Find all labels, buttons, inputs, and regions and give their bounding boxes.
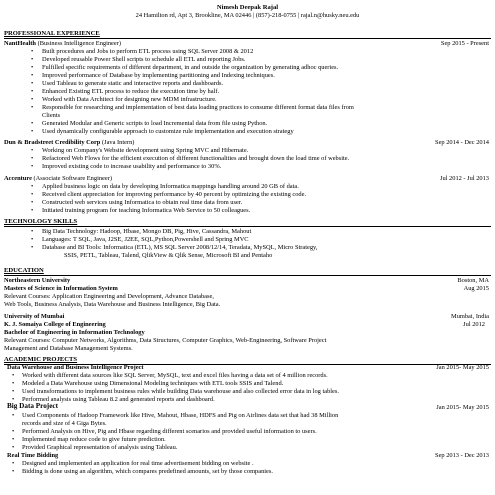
project-bullet-continuation: records and size of 4 Giga Bytes.	[22, 420, 107, 427]
section-divider	[4, 226, 491, 227]
job-bullet: • Generated Modular and Generic scripts to load Incremental data from file using Python.	[42, 120, 267, 127]
job-bullet: • Improved performance of Database by implementing partitioning and Indexing techniques.	[42, 72, 275, 79]
section-divider	[4, 275, 491, 276]
job-title: (Business Intelligence Engineer)	[37, 40, 121, 47]
job-header	[4, 40, 121, 47]
project-bullet: • Bidding is done using an algorithm, which compares predefined amounts, set by those companies.	[22, 468, 273, 475]
candidate-name: Nimesh Deepak Rajal	[216, 4, 279, 11]
job-bullet-continuation: Clients	[42, 112, 61, 119]
job-bullet: • Worked with Data Architect for designing new MDM infrastructure.	[42, 96, 217, 103]
project-title: Big Data Project	[7, 402, 58, 410]
job-bullet: • Constructed web services using Informatica to obtain real time data from user.	[42, 199, 242, 206]
project-bullet: • Used Components of Hadoop Framework like Hive, Mahout, Hbase, HDFS and Pig on Airlines data set that had 38 Million	[22, 412, 338, 419]
job-bullet: • Used dynamically configurable approach to customize rule implementation and execution strategy	[42, 128, 294, 135]
skill-line: • Database and BI Tools: Informatica (ETL), MS SQL Server 2008/12/14, Teradata, MySQL, Micro Strategy,	[42, 244, 317, 251]
job-dates: Jul 2012 - Jul 2013	[440, 175, 489, 182]
skill-line-continuation: SSIS, PETL, Tableau, Talend, QlikView & Qlik Sense, Microsoft BI and Pentaho	[64, 252, 273, 259]
job-dates: Sep 2014 - Dec 2014	[435, 139, 489, 146]
job-bullet: • Initiated training program for teaching Informatica Web Service to 50 colleagues.	[42, 207, 250, 214]
job-bullet: • Enhanced Existing ETL process to reduce the execution time by half.	[42, 88, 219, 95]
job-bullet: • Improved existing code to increase usability and performance to 30%.	[42, 163, 221, 170]
job-header	[4, 139, 134, 146]
job-header	[4, 175, 112, 182]
job-bullet: • Responsible for researching and implementation of best data loading practices to consume different format data files from	[42, 104, 354, 111]
project-bullet: • Worked with different data sources like SQL Server, MySQL, text and excel files having a data set of 4 million records.	[22, 372, 328, 379]
job-bullet: • Used Tableau to generate static and interactive reports and dashboards.	[42, 80, 223, 87]
job-title: (Associate Software Engineer)	[33, 175, 112, 182]
relevant-courses: Relevant Courses: Computer Networks, Algorithms, Data Structures, Computer Graphics, Web-Engineering, Software Project	[4, 337, 327, 344]
relevant-courses: Management and Database Management Systems.	[4, 345, 133, 352]
relevant-courses: Relevant Courses: Application Engineering and Development, Advance Database,	[4, 293, 214, 300]
job-company: NantHealth	[4, 40, 36, 47]
project-dates: Jan 2015- May 2015	[436, 364, 489, 371]
job-company: Dun & Bradstreet Credibility Corp	[4, 139, 101, 146]
job-bullet: • Fulfilled specific requirements of different department, in and outside the organization by generating adhoc queries.	[42, 64, 338, 71]
school-name: University of Mumbai	[4, 313, 65, 320]
job-bullet: • Working on Company's Website development using Spring MVC and Hibernate.	[42, 147, 248, 154]
project-bullet: • Used transformations to implement business rules while building Data warehouse and also collected error data in log tables.	[22, 388, 339, 395]
degree-date: Aug 2015	[463, 285, 489, 292]
section-heading-projects: ACADEMIC PROJECTS	[4, 356, 78, 363]
degree-date: Jul 2012	[463, 321, 485, 328]
job-title: (Java Intern)	[101, 139, 135, 146]
section-heading-experience: PROFESSIONAL EXPERIENCE	[4, 30, 100, 37]
project-bullet: • Implemented map reduce code to give future prediction.	[22, 436, 166, 443]
school-name: Northeastern University	[4, 277, 71, 284]
project-bullet: • Designed and implemented an application for real time advertisement bidding on website .	[22, 460, 254, 467]
project-bullet: • Provided Graphical representation of analysis using Tableau.	[22, 444, 177, 451]
job-bullet: • Refactored Web Flows for the efficient execution of different functionalities and brought down the load time of website.	[42, 155, 349, 162]
job-bullet: • Applied business logic on data by developing Informatica mappings handling around 20 GB of data.	[42, 183, 299, 190]
section-heading-skills: TECHNOLOGY SKILLS	[4, 218, 78, 225]
project-bullet: • Modeled a Data Warehouse using Dimensional Modeling techniques with ETL tools SSIS and Talend.	[22, 380, 283, 387]
degree-name: Masters of Science in Information System	[4, 285, 118, 292]
job-company: Accenture	[4, 175, 32, 182]
job-bullet: • Developed reusable Power Shell scripts to schedule all ETL and reporting Jobs.	[42, 56, 246, 63]
section-divider	[4, 38, 491, 39]
job-dates: Sep 2015 - Present	[440, 40, 489, 47]
project-bullet: • Performed Analysis on Hive, Pig and Hbase regarding different scenarios and provided useful information to users.	[22, 428, 317, 435]
relevant-courses: Web Tools, Business Analysis, Data Warehouse and Business Intelligence, Big Data.	[4, 301, 221, 308]
project-title: Real Time Bidding	[7, 452, 59, 459]
project-dates: Sep 2013 - Dec 2013	[435, 452, 489, 459]
school-location: Boston, MA	[457, 277, 489, 284]
college-name: K. J. Somaiya College of Engineering	[4, 321, 106, 328]
section-heading-education: EDUCATION	[4, 267, 44, 274]
school-location: Mumbai, India	[451, 313, 489, 320]
project-dates: Jan 2015- May 2015	[436, 404, 489, 411]
contact-line: 24 Hamilton rd, Apt 3, Brookline, MA 02446 | (857)-218-0755 | rajal.n@husky.neu.edu	[135, 12, 360, 19]
job-bullet: • Built procedures and Jobs to perform ETL process using SQL Server 2008 & 2012	[42, 48, 253, 55]
skill-line: • Languages: T SQL, Java, J2SE, J2EE, SQL,Python,Powershell and Spring MVC	[42, 236, 249, 243]
project-bullet: • Performed analysis using Tableau 8.2 and generated reports and dashboard.	[22, 396, 215, 403]
project-title: Data Warehouse and Business Intelligence Project	[7, 364, 144, 371]
skill-line: • Big Data Technology: Hadoop, Hbase, Mongo DB, Pig, Hive, Cassandra, Mahout	[42, 228, 251, 235]
job-bullet: • Received client appreciation for improving performance by 40 percent by optimizing the existing code.	[42, 191, 306, 198]
degree-name: Bachelor of Engineering in Information Technology	[4, 329, 145, 336]
